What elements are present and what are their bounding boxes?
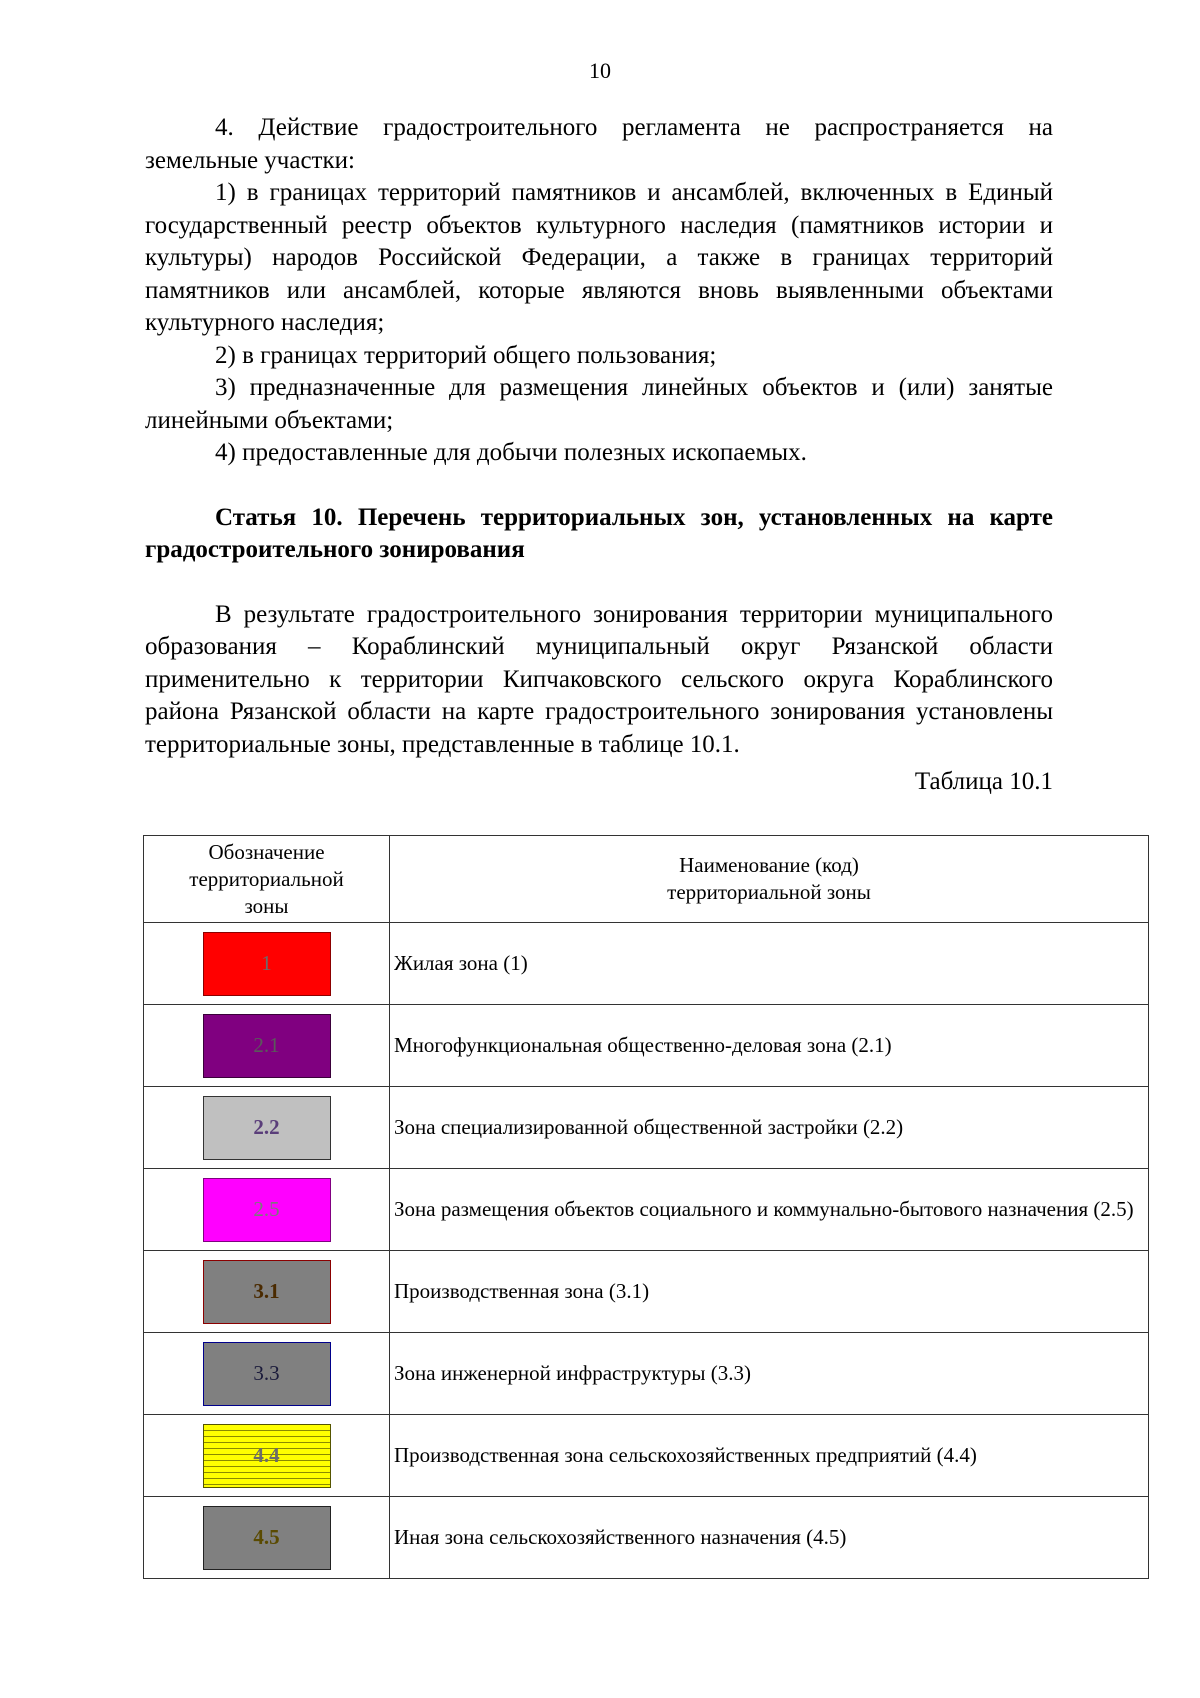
zone-name: Зона размещения объектов социального и коммунально-бытового назначения (2.5) <box>390 1169 1149 1251</box>
article-heading: Статья 10. Перечень территориальных зон, установленных на карте градостроительного зонирования <box>145 503 1053 563</box>
table-row <box>144 1087 1149 1169</box>
paragraph-item-4: 4. Действие градостроительного регламента не распространяется на земельные участки: <box>145 114 1053 174</box>
header-name <box>390 836 1149 923</box>
zone-code-cell <box>144 1415 390 1497</box>
table-row <box>144 1415 1149 1497</box>
zone-name: Производственная зона (3.1) <box>390 1251 1149 1333</box>
zone-swatch-3-3: 3.3 <box>203 1342 331 1406</box>
header-code <box>144 836 390 923</box>
zone-code-cell <box>144 1333 390 1415</box>
zones-table <box>143 835 1149 1579</box>
zone-code-cell <box>144 1169 390 1251</box>
zone-swatch-2-1: 2.1 <box>203 1014 331 1078</box>
table-row <box>144 1333 1149 1415</box>
paragraph-subitem-2: 2) в границах территорий общего пользования; <box>215 341 717 369</box>
zone-name: Иная зона сельскохозяйственного назначения (4.5) <box>390 1497 1149 1579</box>
zone-code-cell <box>144 1497 390 1579</box>
zone-name: Зона инженерной инфраструктуры (3.3) <box>390 1333 1149 1415</box>
header-name-label: Наименование (код) территориальной зоны <box>667 853 871 904</box>
table-row <box>144 1251 1149 1333</box>
zone-swatch-2-5: 2.5 <box>203 1178 331 1242</box>
intro-paragraph: В результате градостроительного зонирования территории муниципального образования – Кораблинский муниципальный округ Рязанской области применительно к территории Кипчаковского сельского округа Кораблинского района Рязанской области на карте градостроительного зонирования установлены территориальные зоны, представленные в таблице 10.1. <box>145 600 1053 758</box>
zone-name: Жилая зона (1) <box>390 923 1149 1005</box>
paragraph-subitem-1: 1) в границах территорий памятников и ансамблей, включенных в Единый государственный реестр объектов культурного наследия (памятников истории и культуры) народов Российской Федерации, а также в границах территорий памятников или ансамблей, которые являются вновь выявленными объектами культурного наследия; <box>145 179 1053 336</box>
table-row <box>144 923 1149 1005</box>
zone-swatch-4-4: 4.4 <box>203 1424 331 1488</box>
paragraph-subitem-4: 4) предоставленные для добычи полезных ископаемых. <box>215 439 807 466</box>
zone-code-cell <box>144 1251 390 1333</box>
paragraph-subitem-3: 3) предназначенные для размещения линейных объектов и (или) занятые линейными объектами; <box>145 374 1053 434</box>
zone-code-cell <box>144 923 390 1005</box>
zone-name: Производственная зона сельскохозяйственных предприятий (4.4) <box>390 1415 1149 1497</box>
table-row <box>144 1497 1149 1579</box>
table-row <box>144 1169 1149 1251</box>
zone-name: Зона специализированной общественной застройки (2.2) <box>390 1087 1149 1169</box>
zone-code-cell <box>144 1087 390 1169</box>
zone-swatch-2-2: 2.2 <box>203 1096 331 1160</box>
zone-code-cell <box>144 1005 390 1087</box>
zone-swatch-1: 1 <box>203 932 331 996</box>
zone-name: Многофункциональная общественно-деловая зона (2.1) <box>390 1005 1149 1087</box>
table-caption: Таблица 10.1 <box>914 768 1053 795</box>
table-row <box>144 1005 1149 1087</box>
zone-swatch-3-1: 3.1 <box>203 1260 331 1324</box>
header-code-label: Обозначение территориальной зоны <box>189 839 344 918</box>
zone-swatch-4-5: 4.5 <box>203 1506 331 1570</box>
document-body <box>145 112 1053 797</box>
table-header-row <box>144 836 1149 923</box>
page-number: 10 <box>589 58 611 83</box>
